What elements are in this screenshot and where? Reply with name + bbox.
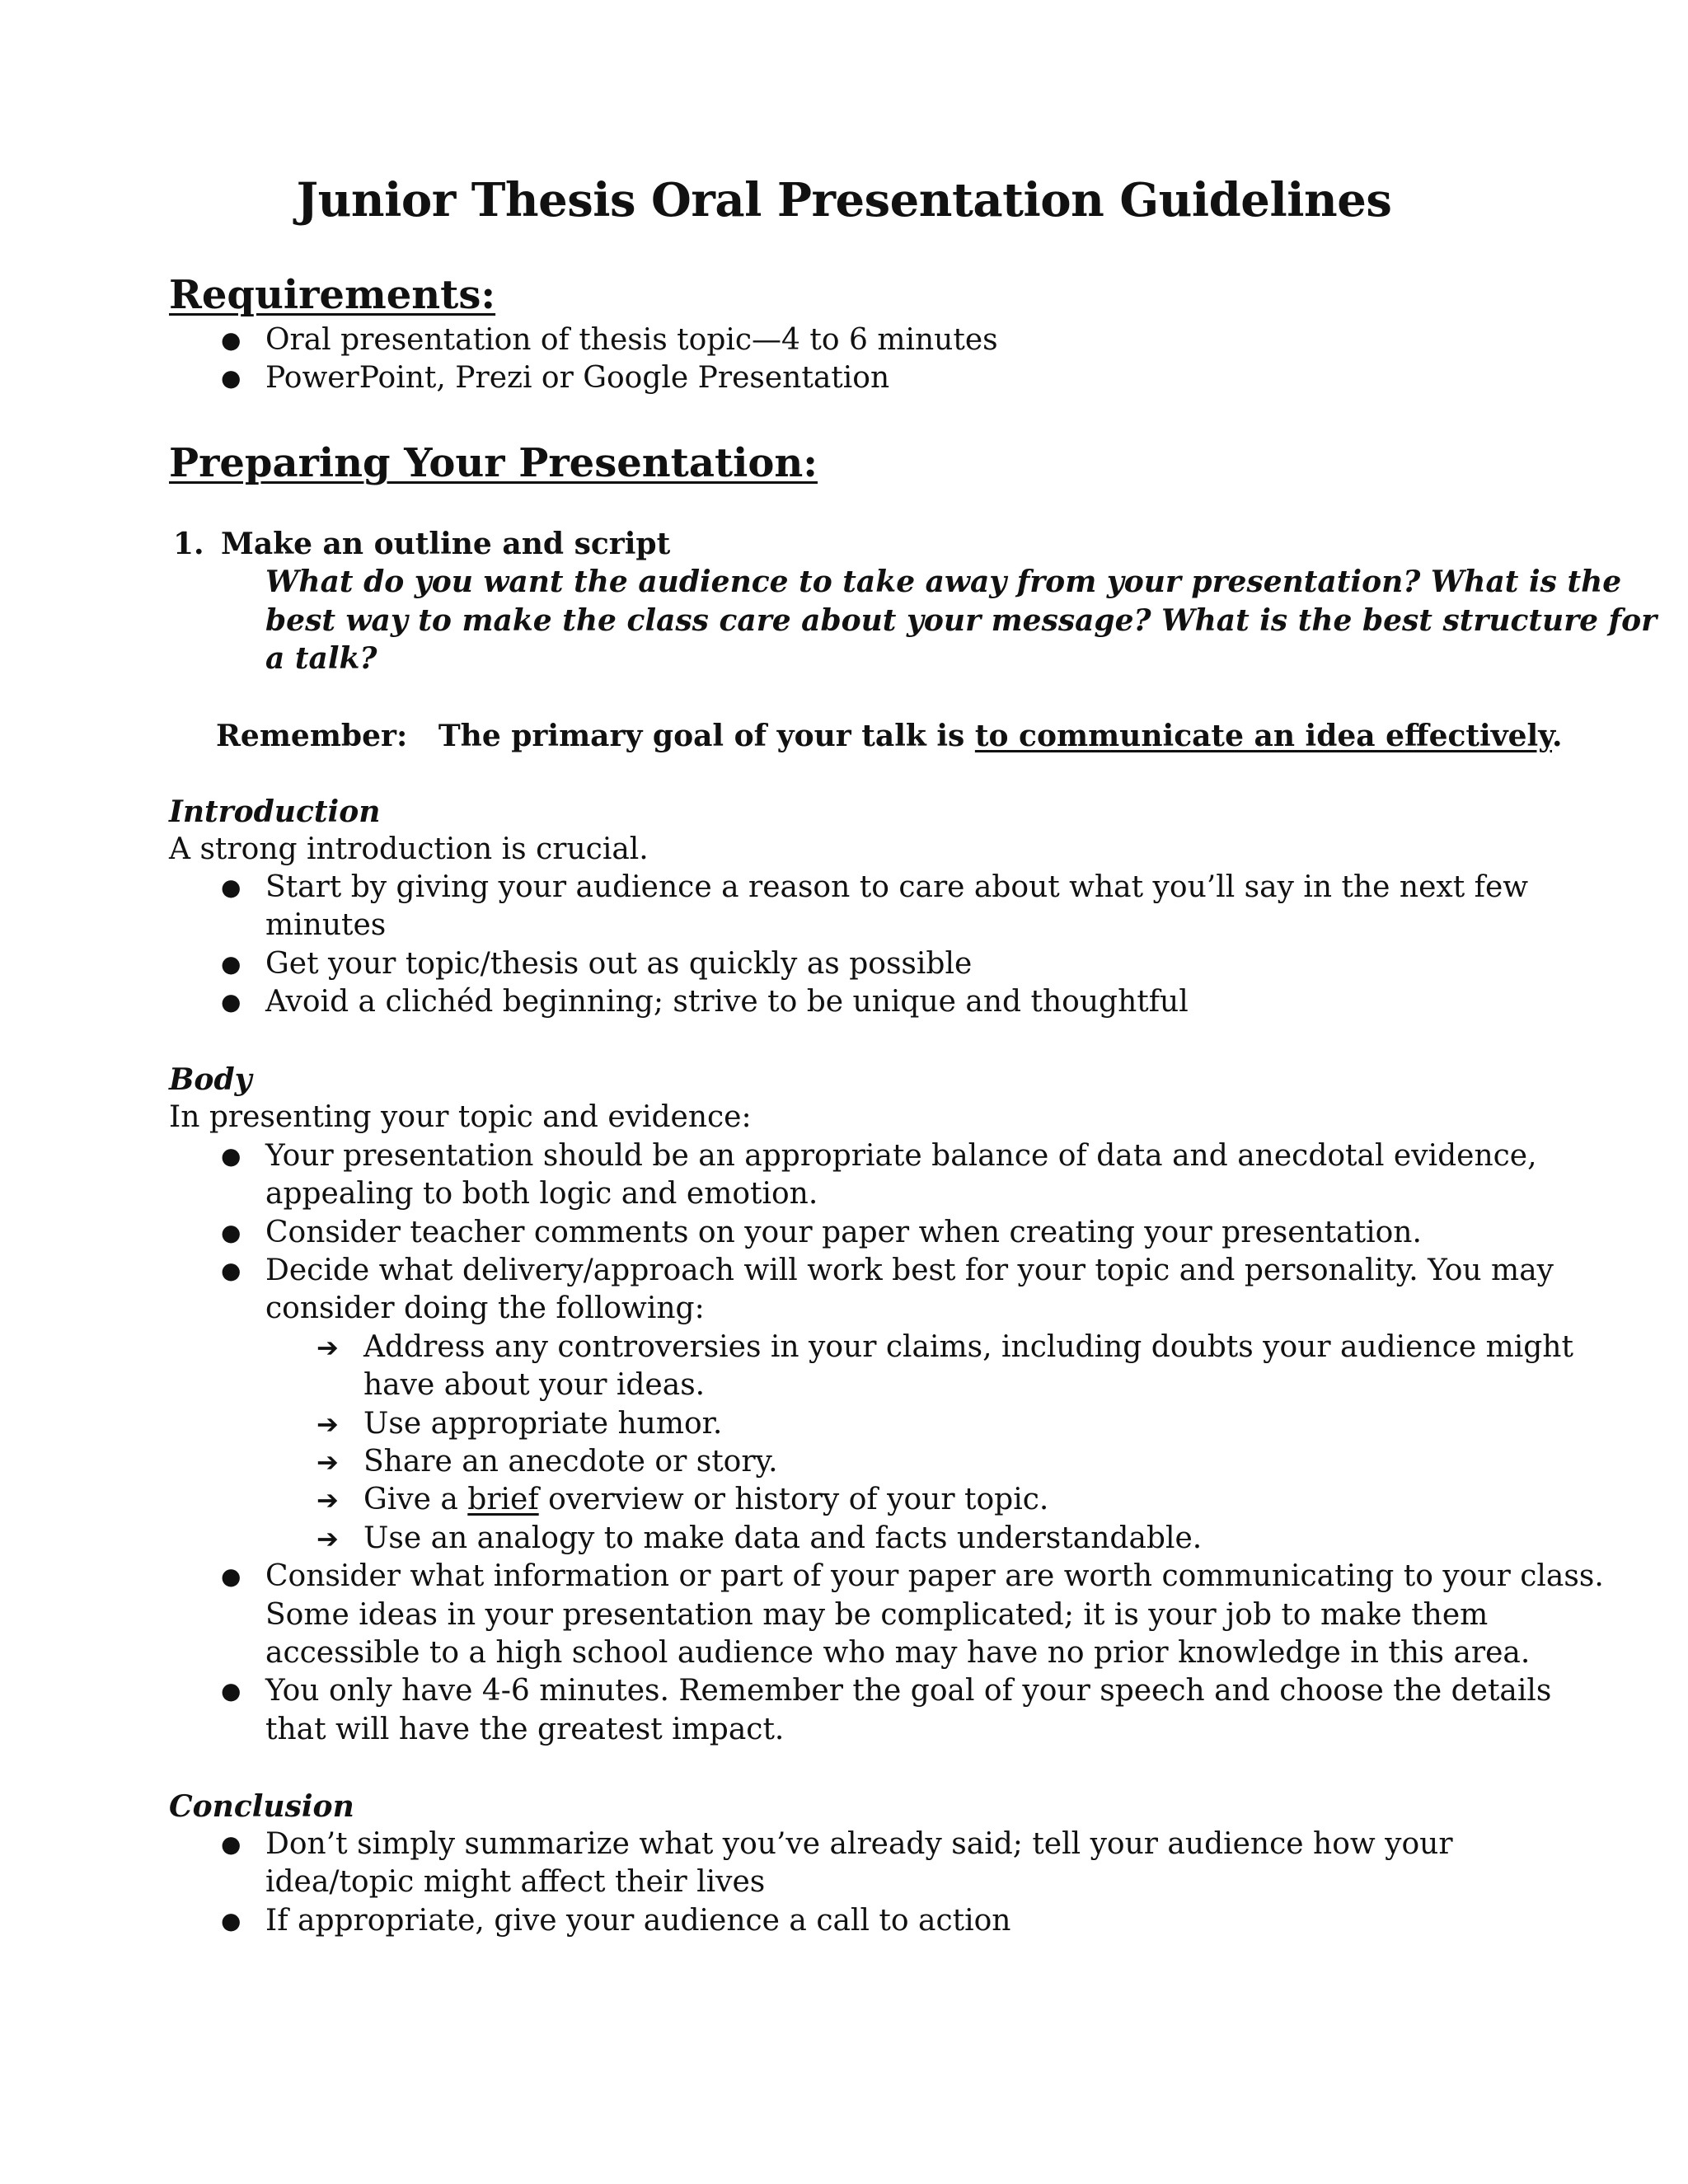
remember-text: The primary goal of your talk is (438, 719, 965, 753)
remember-emphasis: to communicate an idea effectively (974, 719, 1553, 753)
introduction-heading: Introduction (169, 794, 381, 829)
bullet-icon: ● (221, 1677, 241, 1704)
bullet-icon: ● (221, 950, 241, 977)
body-bullet-2: Consider teacher comments on your paper when creating your presentation. (265, 1216, 1422, 1249)
step-question-line-1: What do you want the audience to take away from your presentation? What is the (265, 565, 1622, 599)
conclusion-bullet-2: If appropriate, give your audience a call to action (265, 1904, 1011, 1938)
body-bullet-3-line-2: consider doing the following: (265, 1291, 705, 1325)
bullet-icon: ● (221, 326, 241, 354)
bullet-icon: ● (221, 1219, 241, 1246)
body-sub-5: Use an analogy to make data and facts understandable. (363, 1521, 1203, 1555)
step-question-line-2: best way to make the class care about your message? What is the best structure for (265, 603, 1658, 638)
body-bullet-5-line-2: that will have the greatest impact. (265, 1713, 785, 1746)
intro-bullet-1-line-2: minutes (265, 908, 387, 942)
conclusion-heading: Conclusion (169, 1789, 354, 1824)
arrow-icon: ➔ (316, 1523, 339, 1554)
bullet-icon: ● (221, 364, 241, 391)
body-bullet-5-line-1: You only have 4-6 minutes. Remember the goal of your speech and choose the details (265, 1674, 1552, 1708)
body-sub-4 (363, 1481, 1048, 1519)
body-bullet-4-line-3: accessible to a high school audience who may have no prior knowledge in this area. (265, 1636, 1531, 1670)
intro-bullet-3: Avoid a clichéd beginning; strive to be unique and thoughtful (265, 985, 1189, 1019)
remember-note (216, 717, 1563, 755)
arrow-icon: ➔ (316, 1332, 339, 1363)
bullet-icon: ● (221, 1257, 241, 1284)
arrow-icon: ➔ (316, 1446, 339, 1478)
body-bullet-1-line-1: Your presentation should be an appropriate balance of data and anecdotal evidence, (265, 1139, 1537, 1173)
intro-bullet-2: Get your topic/thesis out as quickly as possible (265, 947, 973, 981)
body-bullet-4-line-2: Some ideas in your presentation may be complicated; it is your job to make them (265, 1598, 1489, 1632)
conclusion-bullet-1-line-2: idea/topic might affect their lives (265, 1865, 766, 1899)
bullet-icon: ● (221, 1907, 241, 1934)
body-bullet-1-line-2: appealing to both logic and emotion. (265, 1177, 818, 1211)
remember-end: . (1552, 719, 1563, 753)
step-number: 1. (173, 527, 204, 561)
preparing-heading: Preparing Your Presentation: (169, 440, 818, 486)
document-title: Junior Thesis Oral Presentation Guidelines (296, 173, 1392, 227)
bullet-icon: ● (221, 1830, 241, 1858)
body-bullet-4-line-1: Consider what information or part of your paper are worth communicating to your class. (265, 1559, 1604, 1593)
requirement-item-1: Oral presentation of thesis topic—4 to 6 minutes (265, 323, 998, 357)
body-sub-4-post: overview or history of your topic. (548, 1483, 1049, 1516)
requirements-heading: Requirements: (169, 272, 496, 318)
remember-label: Remember: (216, 719, 408, 753)
body-heading: Body (169, 1062, 252, 1097)
body-sub-1-line-1: Address any controversies in your claims, including doubts your audience might (363, 1330, 1573, 1364)
bullet-icon: ● (221, 1563, 241, 1590)
arrow-icon: ➔ (316, 1408, 339, 1440)
bullet-icon: ● (221, 874, 241, 901)
body-sub-4-pre: Give a (363, 1483, 458, 1516)
introduction-lead: A strong introduction is crucial. (169, 832, 649, 866)
bullet-icon: ● (221, 988, 241, 1015)
body-lead: In presenting your topic and evidence: (169, 1100, 752, 1134)
conclusion-bullet-1-line-1: Don’t simply summarize what you’ve already said; tell your audience how your (265, 1827, 1453, 1861)
arrow-icon: ➔ (316, 1484, 339, 1516)
body-sub-4-emphasis: brief (467, 1483, 539, 1516)
intro-bullet-1-line-1: Start by giving your audience a reason to care about what you’ll say in the next few (265, 870, 1529, 904)
body-bullet-3-line-1: Decide what delivery/approach will work best for your topic and personality. You may (265, 1254, 1554, 1287)
requirement-item-2: PowerPoint, Prezi or Google Presentation (265, 361, 890, 395)
body-sub-2: Use appropriate humor. (363, 1407, 723, 1441)
step-label: Make an outline and script (221, 527, 671, 561)
body-sub-1-line-2: have about your ideas. (363, 1368, 706, 1402)
bullet-icon: ● (221, 1142, 241, 1169)
step-question-line-3: a talk? (265, 641, 377, 676)
body-sub-3: Share an anecdote or story. (363, 1445, 778, 1479)
